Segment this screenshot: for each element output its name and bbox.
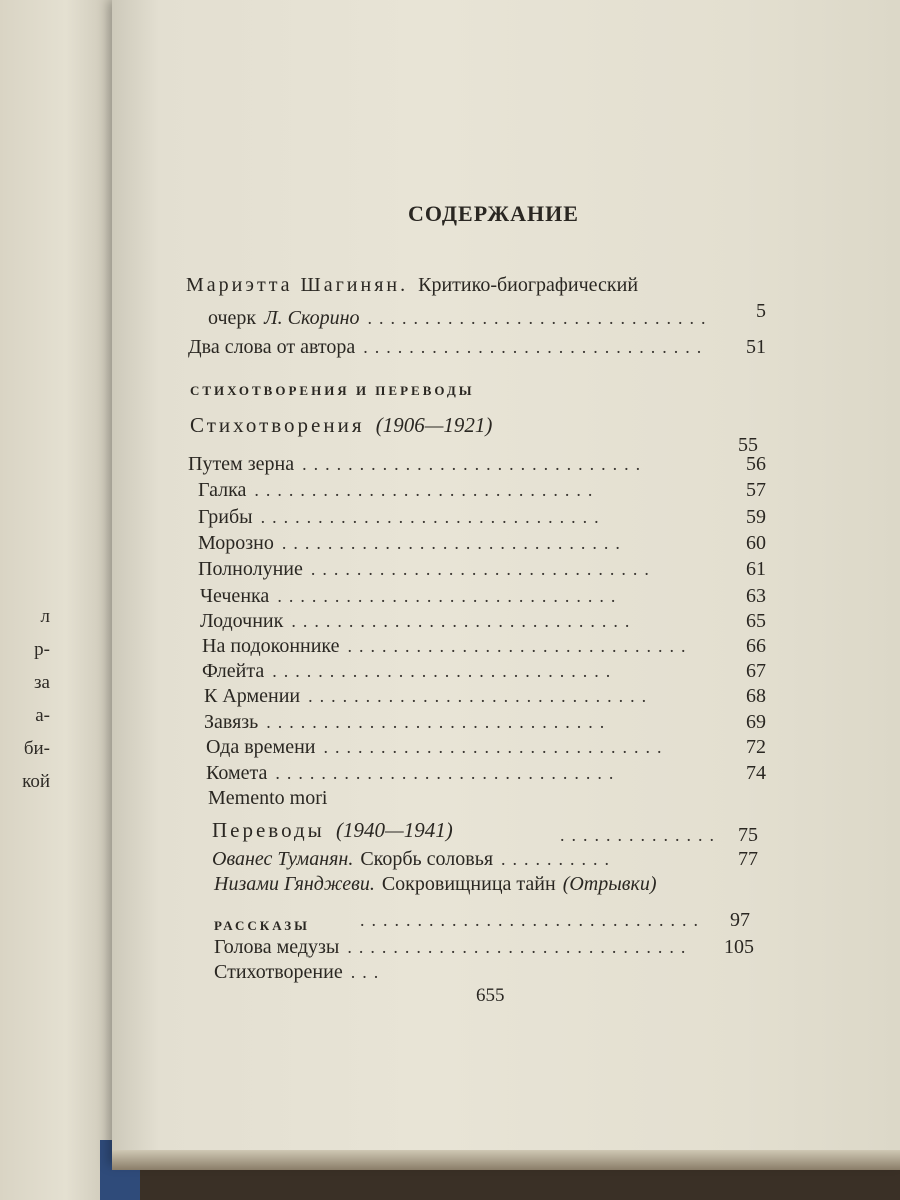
entry-title: Голова медузы [214,936,340,958]
page-number: 105 [724,936,754,958]
entry-title: Комета [206,762,268,784]
page-number: 72 [746,736,766,758]
left-fragment: л [40,606,50,627]
page-number: 65 [746,610,766,632]
entry-note: (Отрывки) [562,873,657,895]
entry-title: Лодочник [200,610,284,632]
toc-entry-poem [204,709,766,735]
page-number: 74 [746,762,766,784]
dot-leader: .............................. [310,559,656,579]
toc-title: СОДЕРЖАНИЕ [408,201,579,226]
page-number: 66 [746,635,766,657]
intro-prefix: очерк [208,307,257,329]
toc-entry-translation [214,871,734,897]
page-number: 69 [746,711,766,733]
dot-leader: .............................. [260,507,606,527]
page-number: 63 [746,585,766,607]
entry-title: Завязь [204,711,259,733]
dot-leader: .............................. [360,910,705,930]
entry-title: Два слова от автора [188,336,356,358]
stories-leader [360,907,750,933]
subsection-poems [190,413,492,438]
toc-entry-poem [198,530,766,556]
section-heading-poems: СТИХОТВОРЕНИЯ И ПЕРЕВОДЫ [190,383,475,398]
left-fragment: кой [22,771,50,792]
entry-title: К Армении [204,685,301,707]
left-page-text-fragments [0,600,50,798]
toc-entry-intro [186,272,726,298]
subsection-page-number: 75 [738,824,758,846]
section-page-number: 97 [730,909,750,931]
dot-leader: .............................. [272,661,618,681]
intro-description: Критико-биографический [418,274,639,296]
dot-leader: .............................. [275,763,621,783]
toc-entry-poem [202,633,766,659]
dot-leader: .............................. [367,308,713,328]
entry-title: Скорбь соловья [360,848,494,870]
entry-title: Морозно [198,532,274,554]
toc-entry-story [214,959,414,985]
entry-title: На подоконнике [202,635,340,657]
page-number: 5 [756,300,766,322]
page-bottom-edge [112,1150,900,1170]
entry-title: Ода времени [206,736,316,758]
dot-leader: .............................. [281,533,627,553]
toc-entry-poem [208,785,766,811]
toc-entry-poem [198,556,766,582]
left-fragment: за [34,672,50,693]
subsection-leader [560,822,758,848]
page-number: 77 [738,848,758,870]
subsection-page-number: 55 [738,434,758,456]
translation-author: Низами Гянджеви. [214,873,375,895]
page-number: 59 [746,506,766,528]
subsection-label: Стихотворения [190,413,365,437]
entry-title: Галка [198,479,247,501]
toc-entry-story [214,934,754,960]
dot-leader: .............................. [347,636,693,656]
left-fragment: би- [23,738,50,759]
subsection-label: Переводы [212,818,325,842]
intro-author: Мариэтта Шагинян. [186,274,409,296]
entry-title: Грибы [198,506,253,528]
dot-leader: .............................. [254,480,600,500]
toc-entry-poem [198,504,766,530]
toc-entry-poem [200,583,766,609]
entry-title: Сокровищница тайн [381,873,556,895]
translation-author: Ованес Туманян. [212,848,354,870]
toc-entry-poem [206,760,766,786]
page-number: 60 [746,532,766,554]
intro-essay-author: Л. Скорино [264,307,360,329]
entry-title: Стихотворение [214,961,343,983]
page-number: 68 [746,685,766,707]
toc-entry-translation [212,846,758,872]
toc-entry-poem [204,683,766,709]
dot-leader: .......... [501,849,617,869]
page-number: 57 [746,479,766,501]
page-number-footer: 655 [476,985,505,1006]
entry-title: Флейта [202,660,265,682]
left-page [0,0,120,1200]
toc-entry-two-words [188,334,766,360]
left-fragment: р- [34,639,50,660]
dot-leader: .............................. [266,712,612,732]
entry-title: Путем зерна [188,453,295,475]
page-number: 67 [746,660,766,682]
dot-leader: .............................. [291,611,637,631]
left-fragment: а- [35,705,50,726]
dot-leader: .............................. [347,937,693,957]
section-heading-stories: РАССКАЗЫ [214,918,310,933]
entry-title: Полнолуние [198,558,303,580]
page-number: 61 [746,558,766,580]
subsection-translations [212,818,453,843]
subsection-years: (1906—1921) [375,413,493,437]
page-number: 56 [746,453,766,475]
toc-entry-poem [198,477,766,503]
dot-leader: .............................. [277,586,623,606]
toc-entry-poem [200,608,766,634]
dot-leader: .............................. [323,737,669,757]
subsection-years: (1940—1941) [336,818,453,842]
toc-entry-poem [202,658,766,684]
toc-entry-poem [188,451,766,477]
entry-title: Чеченка [200,585,270,607]
dot-leader: .............................. [308,686,654,706]
dot-leader: .............. [560,825,721,845]
toc-entry-intro-continued [208,300,766,331]
dot-leader: ... [350,962,386,982]
page-number: 51 [746,336,766,358]
toc-entry-poem [206,734,766,760]
entry-title: Memento mori [208,787,328,809]
dot-leader: .............................. [363,337,709,357]
dot-leader: .............................. [302,454,648,474]
